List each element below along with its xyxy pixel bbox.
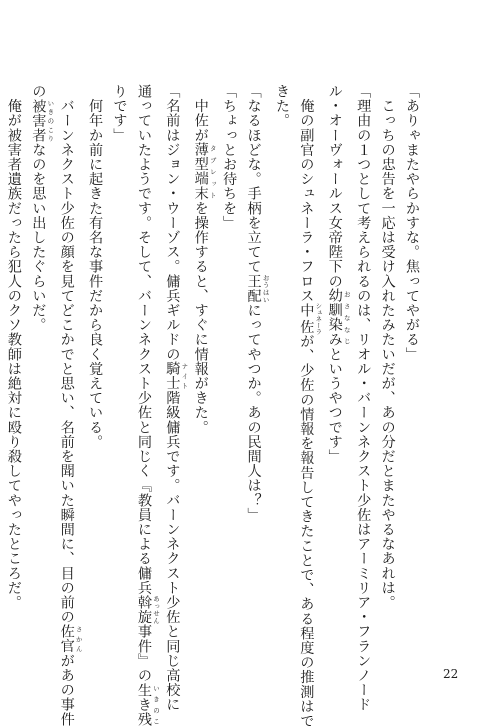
- text-line: 「ありゃまたやらかすな。焦ってやがる」: [404, 84, 420, 362]
- text-line: ル・オーヴォールス女帝陛下の幼馴染み おさななじというやつです」: [326, 84, 351, 464]
- body-text: [0, 84, 424, 728]
- text-line: 「理由の１つとして考えられるのは、リオル・バーンネクスト少佐はアーミリア・フランノード: [355, 84, 372, 712]
- text-line: こっちの忠告を一応は受け入れたみたいだが、あの分だとまたやるなあれは。: [379, 84, 396, 610]
- text-line: 「なるほどな。手柄を立てて王配 おうはいにってやつか。あの民間人は？」: [245, 84, 270, 523]
- text-line: きた。: [273, 84, 290, 128]
- furigana: 生き残 いきのこ: [135, 682, 160, 727]
- text-line: りです」: [111, 84, 128, 143]
- text-line: [0, 84, 2, 632]
- text-line: 「名前はジョン・ウーゾス。傭兵ギルドの騎士 ナイト階級傭兵です。バーンネクスト少佐と同じ高校に: [164, 84, 189, 712]
- furigana: 斡旋 あっせん: [135, 595, 160, 625]
- furigana: 中佐 シュネーラ: [298, 302, 323, 335]
- furigana: 佐官 さかん: [58, 624, 83, 654]
- furigana: 王配 おうはい: [245, 273, 270, 304]
- furigana: 幼馴染み おさななじ: [326, 288, 351, 347]
- text-line: 通っていたようです。そして、バーンネクスト少佐と同じく『教員による傭兵斡旋 あっせん事件』の生き残 いきのこ: [135, 84, 160, 727]
- text-line: 「ちょっとお待ちを」: [221, 84, 238, 230]
- furigana: 被害者 いきのこり: [30, 98, 55, 143]
- text-line: 俺が被害者遺族だったら犯人のクソ教師は絶対に殴り殺してやったところだ。: [5, 84, 22, 610]
- text-line: 俺の副官のシュネーラ・フロス中佐 シュネーラが、少佐の情報を報告してきたことで、ある程度の推測はで: [298, 84, 323, 728]
- text-line: 中佐が薄型端末 タブレットを操作すると、すぐに情報がきた。: [192, 84, 217, 435]
- text-line: の被害者 いきのこりなのを思い出したぐらいだ。: [30, 84, 55, 333]
- text-line: バーンネクスト少佐の顔を見てどこかでと思い、名前を聞いた瞬間に、目の前の佐官 さかんがあの事件: [58, 84, 83, 727]
- furigana: 騎士 ナイト: [164, 361, 189, 391]
- furigana: 薄型端末 タブレット: [192, 142, 217, 201]
- page-number: 22: [443, 667, 459, 681]
- text-line: 何年か前に起きた有名な事件だから良く覚えている。: [87, 84, 104, 449]
